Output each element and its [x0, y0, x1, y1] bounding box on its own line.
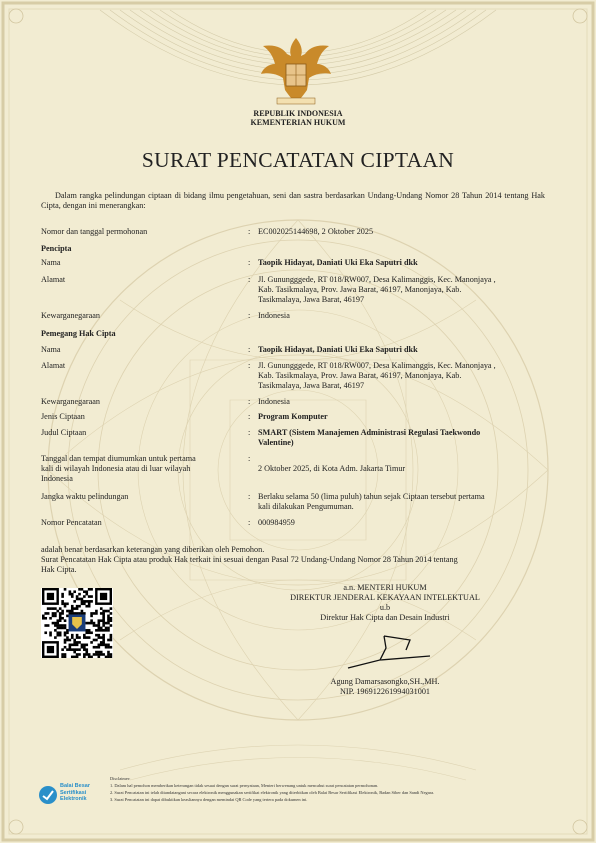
document-title: SURAT PENCATATAN CIPTAAN: [141, 148, 455, 172]
application-value: EC002025144698, 2 Oktober 2025: [258, 227, 374, 236]
signature-line-director-general: DIREKTUR JENDERAL KEKAYAAN INTELEKTUAL: [290, 593, 480, 602]
disclaimer-title: Disclaimer:: [110, 776, 131, 781]
signatory-name: Agung Damarsasongko,SH.,MH.: [330, 677, 440, 686]
work-title-label: Judul Ciptaan: [41, 428, 87, 437]
announce-value: 2 Oktober 2025, di Kota Adm. Jakarta Timur: [258, 464, 406, 473]
bsre-logo: Balai Besar Sertifikasi Elektronik: [38, 783, 108, 809]
work-type-value: Program Komputer: [258, 412, 328, 421]
protection-value: Berlaku selama 50 (lima puluh) tahun sejak Ciptaan tersebut pertama kali dilakukan Pengumuman.: [258, 492, 485, 511]
application-label: Nomor dan tanggal permohonan: [41, 227, 148, 236]
announce-label: Tanggal dan tempat diumumkan untuk pertama kali di wilayah Indonesia atau di luar wilayah Indonesia: [41, 454, 196, 483]
signature-block: [250, 583, 520, 623]
work-type-label: Jenis Ciptaan: [41, 412, 85, 421]
holder-address-value: Jl. Gunungggede, RT 018/RW007, Desa Kalimanggis, Kec. Manonjaya , Kab. Tasikmalaya, Prov. Jawa Barat, 46197, Manonjaya, Kab. Tasikmalaya, Jawa Barat, 46197: [258, 361, 496, 390]
intro-paragraph: Dalam rangka pelindungan ciptaan di bidang ilmu pengetahuan, seni dan sastra berdasarkan Undang-Undang Nomor 28 Tahun 2014 tentang Hak Cipta, dengan ini menerangkan:: [41, 191, 545, 210]
ministry-name: KEMENTERIAN HUKUM: [250, 118, 346, 127]
creator-citizenship-value: Indonesia: [258, 311, 290, 320]
signature-line-ub: u.b: [379, 603, 391, 612]
bsre-shield-icon: [38, 785, 58, 805]
holder-name-label: Nama: [41, 345, 61, 354]
qr-code-icon[interactable]: [41, 588, 113, 658]
creator-address-label: Alamat: [41, 275, 66, 284]
holder-citizenship-label: Kewarganegaraan: [41, 397, 100, 406]
signature-line-an: a.n. MENTERI HUKUM: [343, 583, 427, 592]
country-name: REPUBLIK INDONESIA: [253, 109, 343, 118]
handwritten-signature: [340, 628, 450, 674]
disclaimer: Disclaimer: 1. Dalam hal pemohon memberikan keterangan tidak sesuai dengan surat pernyataan, Menteri berwenang untuk mencabut surat pencatatan permohonan. 2. Surat Pencatatan ini telah ditandatangani secara elektronik menggunakan sertifikat elektronik yang diterbitkan oleh Balai Besar Sertifikasi Elektronik, Badan Siber dan Sandi Negara. 3. Surat Pencatatan ini dapat dibuktikan keasliannya dengan memindai QR Code yang tertera pada dokumen ini.: [110, 775, 562, 803]
creator-address-value: Jl. Gunungggede, RT 018/RW007, Desa Kalimanggis, Kec. Manonjaya , Kab. Tasikmalaya, Prov. Jawa Barat, 46197, Manonjaya, Kab. Tasikmalaya, Jawa Barat, 46197: [258, 275, 496, 304]
creator-name-label: Nama: [41, 258, 61, 267]
certificate-page: REPUBLIK INDONESIA KEMENTERIAN HUKUM SURAT PENCATATAN CIPTAAN Dalam rangka pelindungan ciptaan di bidang ilmu pengetahuan, seni dan sastra berdasarkan Undang-Undang Nomor 28 Tahun 2014 tentang Hak Cipta, dengan ini menerangkan: Nomor dan tanggal permohonan : EC002025144698, 2 Oktober 2025 Pencipta Nama : Taopik Hidayat, Daniati Uki Eka Saputri dkk Alamat : Jl. Gunungggede, RT 018/RW007, Desa Kalimanggis, Kec. Manonjaya , Kab. Tasikmalaya, Prov. Jawa Barat, 46197, Manonjaya, Kab. Tasikmalaya, Jawa Barat, 46197 Kewarganegaraan : Indonesia Pemegang Hak Cipta Nama : Taopik Hidayat, Daniati Uki Eka Saputri dkk Alamat : Jl. Gunungggede, RT 018/RW007, Desa Kalimanggis, Kec. Manonjaya , Kab. Tasikmalaya, Prov. Jawa Barat, 46197, Manonjaya, Kab. Tasikmalaya, Jawa Barat, 46197 Kewarganegaraan : Indonesia Jenis Ciptaan : Program Komputer Judul Ciptaan : SMART (Sistem Manajemen Administrasi Regulasi Taekwondo Valentine) Tanggal dan tempat diumumkan untuk pertama kali di wilayah Indonesia atau di luar wilayah Indonesia : 2 Oktober 2025, di Kota Adm. Jakarta Timur Jangka waktu pelindungan : Berlaku selama 50 (lima puluh) tahun sejak Ciptaan tersebut pertama kali dilakukan Pengumuman. Nomor Pencatatan : 000984959 adalah benar berdasarkan keterangan yang diberikan oleh Pemohon. Surat Pencatatan Hak Cipta atau produk Hak terkait ini sesuai dengan Pasal 72 Undang-Undang Nomor 28 Tahun 2014 tentang Hak Cipta. a.n. MENTERI HUKUM DIREKTUR JENDERAL KEKAYAAN INTELEKTUAL u.b Direktur Hak Cipta dan Desain Industri Agung Damarsasongko,SH.,MH. NIP. 196912261994031001 Balai Besar Sertifikasi Elektronik Disclaimer: 1. Dalam hal pemohon memberikan keterangan tidak sesuai dengan surat pernyataan, Menteri berwenang untuk mencabut surat pencatatan permohonan. 2. Surat Pencatatan ini telah ditandatangani secara elektronik menggunakan sertifikat elektronik yang diterbitkan oleh Balai Besar Sertifikasi Elektronik, Badan Siber dan Sandi Negara. 3. Surat Pencatatan ini dapat dibuktikan keasliannya dengan memindai QR Code yang tertera pada dokumen ini.: [0, 0, 596, 843]
record-number-value: 000984959: [258, 518, 295, 527]
record-number-label: Nomor Pencatatan: [41, 518, 102, 527]
holder-citizenship-value: Indonesia: [258, 397, 290, 406]
creator-name-value: Taopik Hidayat, Daniati Uki Eka Saputri dkk: [258, 258, 418, 267]
garuda-emblem-icon: [255, 34, 337, 108]
holder-address-label: Alamat: [41, 361, 66, 370]
signatory-nip: NIP. 196912261994031001: [339, 687, 431, 696]
holder-heading: Pemegang Hak Cipta: [41, 329, 116, 338]
closing-paragraph: adalah benar berdasarkan keterangan yang diberikan oleh Pemohon. Surat Pencatatan Hak Cipta atau produk Hak terkait ini sesuai dengan Pasal 72 Undang-Undang Nomor 28 Tahun 2014 tentang Hak Cipta.: [41, 545, 458, 574]
work-title-value: SMART (Sistem Manajemen Administrasi Regulasi Taekwondo Valentine): [258, 428, 481, 447]
signature-line-director: Direktur Hak Cipta dan Desain Industri: [320, 613, 450, 622]
creator-heading: Pencipta: [41, 244, 72, 253]
creator-citizenship-label: Kewarganegaraan: [41, 311, 100, 320]
protection-label: Jangka waktu pelindungan: [41, 492, 129, 501]
holder-name-value: Taopik Hidayat, Daniati Uki Eka Saputri dkk: [258, 345, 418, 354]
